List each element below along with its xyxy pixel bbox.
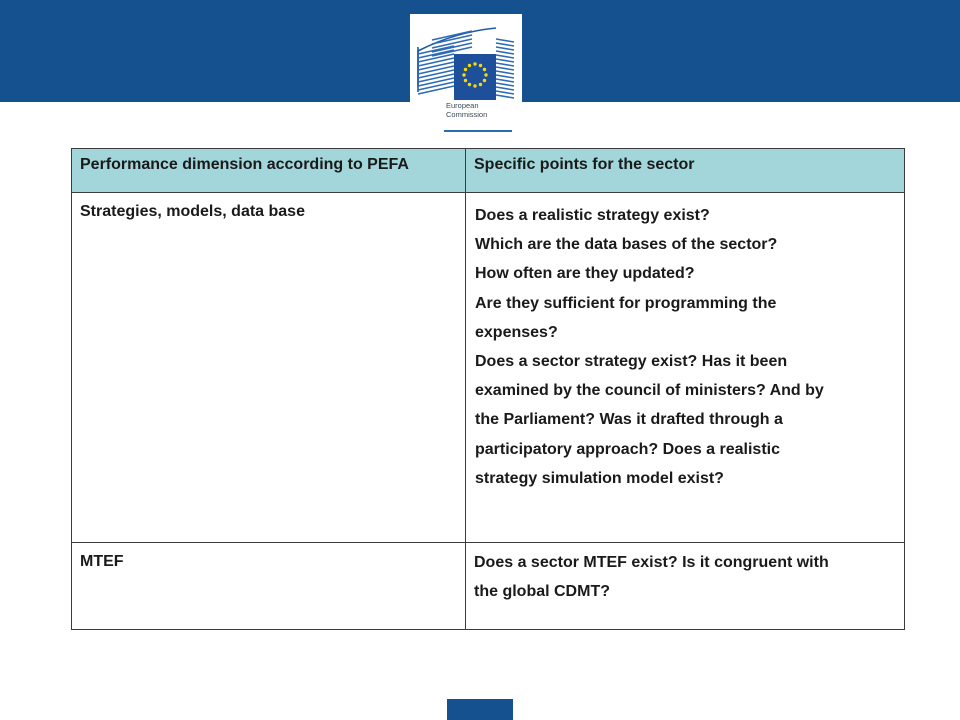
point-line: How often are they updated? [475, 265, 695, 283]
point-line: Are they sufficient for programming the [475, 294, 777, 312]
points-cell [466, 193, 905, 543]
points-cell [466, 543, 905, 630]
point-line: the global CDMT? [474, 583, 610, 601]
european-commission-logo [410, 14, 522, 136]
eu-flag-icon [454, 54, 496, 100]
pefa-table [71, 148, 905, 630]
point-line: expenses? [475, 323, 558, 341]
point-line: examined by the council of ministers? And by [475, 382, 824, 400]
points-text [466, 193, 904, 493]
footer-tab [447, 699, 513, 720]
point-line: Does a sector strategy exist? Has it been [475, 353, 788, 371]
dimension-text: Strategies, models, data base [80, 203, 305, 220]
column-header-points [466, 149, 905, 193]
dimension-cell [72, 543, 466, 630]
table-row [72, 193, 905, 543]
dimension-cell [72, 193, 466, 543]
column-header-dimension-text: Performance dimension according to PEFA [80, 156, 409, 173]
column-header-dimension [72, 149, 466, 193]
logo-org-line1: European [446, 101, 479, 110]
table-header-row [72, 149, 905, 193]
logo-org-line2: Commission [446, 110, 488, 119]
point-line: Does a sector MTEF exist? Is it congruent with [474, 554, 829, 571]
point-line: strategy simulation model exist? [475, 469, 724, 487]
point-line: Does a realistic strategy exist? [475, 207, 710, 224]
logo-wordmark [446, 101, 487, 119]
point-line: participatory approach? Does a realistic [475, 440, 780, 458]
table-row [72, 543, 905, 630]
point-line: the Parliament? Was it drafted through a [475, 411, 783, 429]
points-text [466, 543, 904, 606]
point-line: Which are the data bases of the sector? [475, 236, 778, 254]
column-header-points-text: Specific points for the sector [474, 156, 695, 173]
dimension-text: MTEF [80, 553, 124, 570]
